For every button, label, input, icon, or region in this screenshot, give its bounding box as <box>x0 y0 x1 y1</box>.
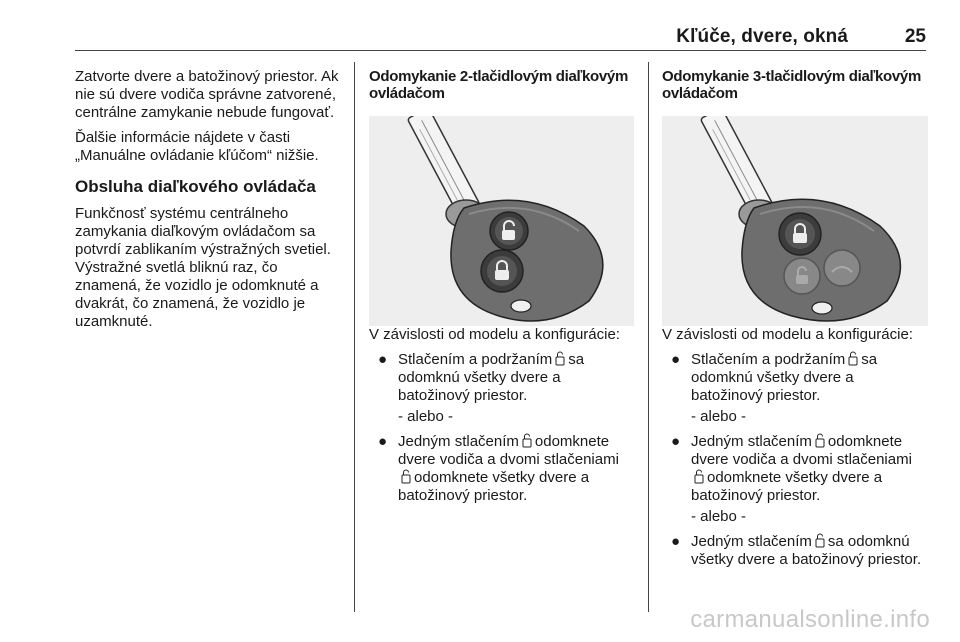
bullet-list <box>369 433 634 505</box>
watermark: carmanualsonline.info <box>690 606 930 633</box>
page-header <box>75 26 926 48</box>
list-item: ● Stlačením a podržaním sa odomknú všetky dvere a batožinový priestor. <box>378 351 585 404</box>
bullet-list <box>662 433 928 505</box>
list-item: ● Jedným stlačením odomknete dvere vodiča a dvomi stlačeniami odomknete všetky dvere a batožinový priestor. <box>378 433 619 504</box>
list-item: ● Jedným stlačením sa odomknú všetky dvere a batožinový priestor. <box>671 533 922 568</box>
unlock-icon <box>401 469 411 484</box>
unlock-icon <box>555 351 565 366</box>
bullet-dot: ● <box>671 533 681 550</box>
bullet-list <box>369 351 634 405</box>
bullet-dot: ● <box>378 351 388 368</box>
bullet-dot: ● <box>378 433 388 450</box>
subsection-heading: Odomykanie 2-tlačidlovým diaľkovým ovládačom <box>369 68 629 102</box>
bullet-list <box>662 351 928 405</box>
figure-caption: V závislosti od modelu a konfigurácie: <box>662 326 913 343</box>
unlock-icon <box>694 469 704 484</box>
alternative-separator: - alebo - <box>691 408 747 425</box>
alternative-separator: - alebo - <box>691 508 747 525</box>
page-number: 25 <box>904 26 926 47</box>
paragraph: Ďalšie informácie nájdete v časti „Manuálne ovládanie kľúčom“ nižšie. <box>75 129 319 164</box>
column-3 <box>662 68 928 572</box>
subsection-heading: Odomykanie 3-tlačidlovým diaľkovým ovládačom <box>662 68 922 102</box>
unlock-icon <box>848 351 858 366</box>
column-1 <box>75 68 345 338</box>
header-rule <box>75 50 926 51</box>
unlock-icon <box>815 433 825 448</box>
section-heading: Obsluha diaľkového ovládača <box>75 177 316 196</box>
unlock-icon <box>815 533 825 548</box>
three-button-key-fob-icon <box>662 116 928 326</box>
bullet-list <box>662 533 928 569</box>
three-button-key-fob-figure <box>662 116 928 326</box>
list-item: ● Stlačením a podržaním sa odomknú všetky dvere a batožinový priestor. <box>671 351 878 404</box>
column-divider-1 <box>354 62 355 612</box>
paragraph: Funkčnosť systému centrálneho zamykania diaľkovým ovládačom sa potvrdí zablikaním výstražných svetiel. Výstražné svetlá bliknú raz, čo znamená, že vozidlo je odomknuté a dvakrát, čo znamená, že vozidlo je uzamknuté. <box>75 205 331 330</box>
list-item: ● Jedným stlačením odomknete dvere vodiča a dvomi stlačeniami odomknete všetky dvere a batožinový priestor. <box>671 433 912 504</box>
alternative-separator: - alebo - <box>398 408 454 425</box>
paragraph: Zatvorte dvere a batožinový priestor. Ak nie sú dvere vodiča správne zatvorené, centrálne zamykanie nebude fungovať. <box>75 68 339 121</box>
bullet-dot: ● <box>671 433 681 450</box>
chapter-title: Kľúče, dvere, okná <box>676 26 848 47</box>
two-button-key-fob-figure <box>369 116 634 326</box>
two-button-key-fob-icon <box>369 116 634 326</box>
unlock-icon <box>522 433 532 448</box>
figure-caption: V závislosti od modelu a konfigurácie: <box>369 326 620 343</box>
column-2 <box>369 68 634 508</box>
column-divider-2 <box>648 62 649 612</box>
bullet-dot: ● <box>671 351 681 368</box>
